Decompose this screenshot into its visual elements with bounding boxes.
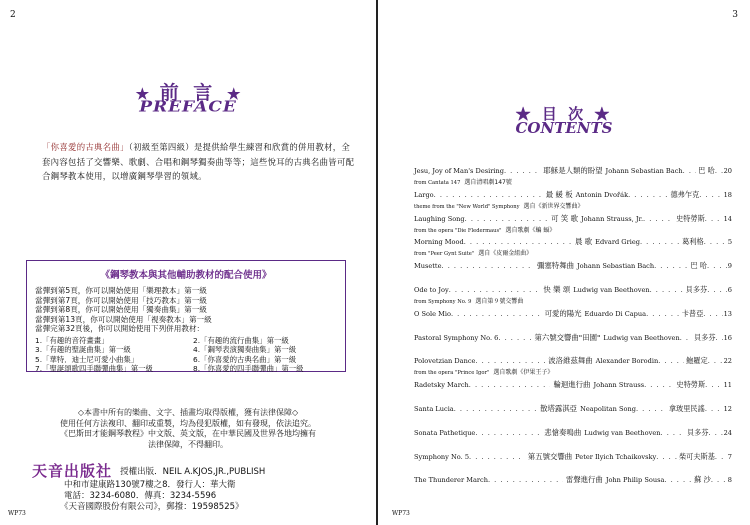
toc-page-number: 16 (723, 333, 732, 342)
toc-entry (414, 260, 732, 271)
materials-item: 6.「你喜愛的古典名曲」第一級 (193, 354, 297, 364)
toc-line (414, 332, 732, 343)
toc-entry (414, 355, 732, 376)
intro-line-1: （初級至第四級）是提供給學生練習和欣賞的併用教材，全 (128, 142, 351, 152)
toc-leader-dots (709, 429, 723, 437)
toc-page-number: 11 (723, 381, 732, 390)
toc-composer-zh: 巴 哈 (698, 166, 715, 175)
left-book-code: WP73 (8, 510, 26, 517)
toc-title-en: Largo (414, 190, 434, 199)
toc-line (414, 379, 732, 390)
toc-composer-zh: 鮑羅定 (686, 356, 708, 366)
toc-line (414, 308, 732, 319)
toc-title-zh: 可 笑 歌 (551, 213, 579, 223)
publisher-address: 中和市建康路130號7樓之8．發行人：華大衛 (64, 480, 236, 490)
toc-entry (414, 189, 732, 210)
materials-item: 7.「聖誕頌歌四手聯彈曲集」第一級 (35, 364, 153, 374)
contents-subtitle: CONTENTS (515, 119, 613, 137)
toc-composer: Johann Sebastian Bach (605, 167, 683, 175)
toc-composer-zh: 德弗乍克 (670, 189, 700, 199)
toc-source-zh: 選自清唱劇147號 (464, 179, 512, 186)
publisher-phone: 電話：3234-6080．傳真：3234-5596 (64, 491, 217, 501)
toc-title-zh: 散塔露淇亞 (540, 404, 578, 413)
toc-leader-dots (442, 262, 535, 270)
toc-entry (414, 236, 732, 257)
toc-composer: Alexander Borodin (595, 357, 659, 366)
materials-line: 當彈到第5頁，你可以開始使用「樂理教本」第一級 (35, 286, 207, 295)
toc-composer: Edvard Grieg (595, 238, 640, 247)
toc-page-number: 8 (727, 476, 732, 485)
materials-line: 當彈到第7頁，你可以開始使用「技巧教本」第一級 (35, 295, 207, 305)
toc-page-number: 6 (727, 286, 732, 294)
toc-source (414, 201, 732, 210)
toc-entry (414, 213, 732, 234)
toc-leader-dots (644, 381, 674, 389)
toc-source-zh: 選自《新世界交響曲》 (523, 202, 584, 210)
star-icon: ★ (594, 105, 613, 123)
toc-leader-dots (475, 429, 541, 437)
toc-source-zh: 選自《皮爾金組曲》 (478, 250, 533, 258)
toc-title-en: Morning Mood (414, 238, 464, 247)
toc-entry (414, 284, 732, 305)
right-page-number: 3 (732, 10, 738, 20)
toc-source-en: from the opera "Die Fledermaus" (414, 227, 502, 234)
toc-leader-dots (683, 167, 697, 175)
toc-composer: Johann Strauss (593, 381, 645, 390)
preface-title-text: 前 言 (159, 82, 217, 104)
toc-source-zh: 選自歌劇《蝙 蝠》 (505, 226, 556, 234)
toc-title-en: Sonata Pathetique (414, 428, 476, 437)
toc-title-en: O Sole Mio (414, 309, 451, 318)
toc-leader-dots (464, 238, 572, 246)
toc-leader-dots (628, 191, 668, 199)
toc-title-zh: 雷聲進行曲 (565, 475, 603, 485)
toc-title-en: Musette (414, 262, 442, 271)
toc-title-en: Ode to Joy (414, 286, 449, 294)
toc-entry (414, 332, 732, 343)
toc-leader-dots (708, 357, 723, 365)
toc-line (414, 403, 732, 414)
toc-composer: Eduardo Di Capua (584, 309, 647, 318)
materials-item: 5.「華特．迪士尼可愛小曲集」 (35, 354, 139, 364)
toc-entry (414, 451, 732, 462)
toc-leader-dots (498, 334, 531, 342)
copyright-line: 《巴斯田才能鋼琴教程》中文版、英文版，在中華民國及世界各地均擁有 (60, 429, 316, 439)
toc-leader-dots (488, 476, 563, 484)
toc-title-zh: 波洛維茲舞曲 (548, 356, 593, 366)
toc-leader-dots (658, 357, 684, 365)
toc-source (414, 177, 732, 186)
toc-title-zh: 可愛的陽光 (544, 308, 582, 318)
toc-title-zh: 悲愴奏鳴曲 (544, 427, 582, 437)
toc-composer: Ludwig van Beethoven (603, 333, 680, 342)
toc-leader-dots (699, 191, 722, 199)
publisher-logo: 天音出版社 (32, 462, 113, 480)
toc-composer: Johann Strauss, Jr. (581, 214, 644, 223)
toc-page-number: 7 (727, 452, 732, 461)
toc-leader-dots (715, 453, 727, 461)
toc-source-zh: 選自第９號交響曲 (475, 298, 524, 305)
toc-page-number: 20 (723, 167, 732, 175)
toc-source-en: theme from the "New World" Symphony (414, 203, 520, 210)
toc-line (414, 284, 732, 295)
star-icon: ★ (135, 85, 150, 103)
toc-leader-dots (705, 381, 722, 389)
toc-leader-dots (705, 405, 723, 413)
toc-composer-zh: 貝多芬 (693, 332, 716, 342)
publisher-license: 授權出版．NEIL A.KJOS,JR.,PUBLISH (120, 466, 266, 477)
toc-composer-zh: 史特勞斯 (676, 380, 706, 390)
copyright-line: 使用任何方法複印、翻印或重製，均為侵犯版權，如有發現，依法追究。 (60, 418, 316, 428)
right-book-code: WP73 (392, 510, 410, 517)
toc-title-en: Jesu, Joy of Man's Desiring (414, 167, 504, 175)
toc-leader-dots (646, 310, 680, 318)
toc-composer-zh: 貝多芬 (685, 285, 708, 294)
materials-item: 3.「有趣的聖誕曲集」第一級 (35, 345, 131, 355)
toc-line (414, 260, 732, 271)
toc-source-en: from Symphony No. 9 (414, 299, 472, 305)
toc-composer: Antonin Dvořák (575, 190, 629, 199)
materials-item: 4.「鋼琴表演獨奏曲集」第一級 (193, 345, 297, 355)
toc-entry (414, 379, 732, 390)
materials-item: 1.「有趣的音符畫畫」 (35, 335, 109, 345)
toc-composer-zh: 貝多芬 (686, 427, 709, 437)
toc-composer: Peter Ilyich Tchaikovsky (575, 452, 657, 461)
toc-composer-zh: 柴可夫斯基 (678, 451, 715, 461)
toc-composer-zh: 巴 哈 (690, 261, 708, 271)
toc-line (414, 189, 732, 200)
toc-composer: Ludwig van Beethoven (573, 286, 650, 294)
toc-source (414, 225, 732, 234)
toc-leader-dots (451, 310, 542, 318)
toc-title-zh: 第五號交響曲 (527, 451, 573, 461)
materials-list (35, 336, 337, 374)
toc-composer-zh: 蘇 沙 (694, 475, 711, 485)
toc-line (414, 451, 732, 462)
toc-leader-dots (475, 357, 545, 365)
toc-line (414, 427, 732, 438)
toc-title-zh: 耶穌是人類的盼望 (543, 166, 603, 175)
toc-leader-dots (636, 405, 667, 413)
star-icon: ★ (226, 85, 241, 103)
toc-leader-dots (654, 262, 688, 270)
toc-source-en: from the opera "Prince Igor" (414, 370, 490, 377)
intro-line-2: 套內容包括了交響樂、歌劇、合唱和鋼琴獨奏曲等等；這些悅耳的古典名曲皆可配 (42, 156, 355, 167)
toc-source (414, 248, 732, 257)
copyright-line: ◇本書中所有的樂曲、文字、插畫均取得版權，獲有法律保障◇ (77, 408, 299, 417)
toc-line (414, 355, 732, 366)
publisher-company: 《天音國際股份有限公司》，郵撥：19598525》 (60, 502, 244, 512)
toc-leader-dots (707, 286, 727, 294)
toc-composer: Johann Sebastian Bach (576, 262, 655, 271)
materials-line: 當彈完第32頁後，你可以開始使用下列併用教材： (35, 324, 205, 334)
toc-composer-zh: 拿玻里民謠 (668, 404, 705, 413)
toc-title-zh: 晨 歌 (575, 237, 593, 247)
toc-source-en: from "Peer Gynt Suite" (414, 251, 475, 258)
toc-leader-dots (449, 286, 541, 294)
toc-leader-dots (643, 215, 674, 223)
toc-leader-dots (705, 215, 723, 223)
left-page-number: 2 (10, 10, 16, 20)
toc-leader-dots (650, 286, 684, 294)
toc-leader-dots (664, 476, 692, 484)
toc-page-number: 24 (723, 428, 732, 437)
toc-leader-dots (469, 453, 525, 461)
toc-entry (414, 427, 732, 438)
toc-entry (414, 308, 732, 319)
materials-item: 2.「有趣的流行曲集」第一級 (193, 335, 289, 345)
toc-page-number: 22 (723, 357, 732, 366)
toc-title-en: Symphony No. 5 (414, 452, 470, 461)
toc-title-zh: 最 緩 板 (545, 189, 573, 199)
toc-title-en: The Thunderer March (414, 476, 488, 485)
preface-intro (42, 140, 358, 184)
toc-composer: Ludwig van Beethoven (584, 428, 661, 437)
toc-composer-zh: 卡普亞 (681, 308, 704, 318)
materials-title: 《鋼琴教本與其他輔助教材的配合使用》 (100, 270, 272, 281)
toc-title-en: Santa Lucia (414, 405, 454, 413)
toc-leader-dots (716, 334, 723, 342)
intro-line-3: 合鋼琴教本使用，以增廣鋼琴學習的領域。 (42, 171, 207, 182)
toc-source-zh: 選自歌劇《伊果王子》 (493, 369, 554, 377)
toc-leader-dots (707, 262, 727, 270)
toc-title-en: Laughing Song (414, 214, 465, 223)
materials-line: 當彈到第13頁，你可以開始使用「視奏教本」第一級 (35, 314, 212, 324)
toc-composer: John Philip Sousa (605, 476, 665, 485)
toc-leader-dots (715, 167, 723, 175)
toc-line (414, 165, 732, 176)
toc-entry (414, 403, 732, 414)
toc-leader-dots (469, 381, 551, 389)
toc-leader-dots (640, 238, 680, 246)
materials-item: 8.「你喜愛的四手聯彈曲」第一級 (193, 364, 304, 374)
toc-composer-zh: 葛利格 (682, 237, 704, 247)
toc-page-number: 13 (723, 309, 732, 318)
toc-page-number: 18 (723, 190, 732, 199)
toc-title-zh: 彌塞特舞曲 (537, 261, 574, 271)
toc-leader-dots (465, 215, 549, 223)
toc-leader-dots (703, 310, 722, 318)
toc-page-number: 9 (727, 262, 732, 271)
toc-title-en: Pastoral Symphony No. 6 (414, 333, 499, 342)
materials-line: 當彈到第8頁，你可以開始使用「獨奏曲集」第一級 (35, 305, 207, 315)
right-page (378, 0, 750, 525)
toc-leader-dots (680, 334, 692, 342)
toc-title-en: Radetsky March (414, 381, 469, 390)
toc-title-en: Polovetzian Dance (414, 357, 476, 366)
toc-source-en: from Cantata 147 (414, 180, 461, 186)
toc-entry (414, 165, 732, 186)
toc-leader-dots (711, 476, 727, 484)
toc-leader-dots (504, 167, 540, 175)
toc-page-number: 5 (727, 238, 733, 247)
toc-leader-dots (656, 453, 677, 461)
toc-line (414, 213, 732, 224)
toc-leader-dots (454, 405, 537, 413)
toc-leader-dots (661, 429, 685, 437)
contents-title-text: 目 次 (541, 105, 587, 123)
toc-page-number: 14 (723, 214, 732, 223)
toc-source (414, 296, 732, 305)
toc-composer-zh: 史特勞斯 (676, 213, 705, 223)
toc-page-number: 12 (723, 405, 732, 413)
star-icon: ★ (515, 105, 534, 123)
toc-line (414, 474, 732, 485)
toc-leader-dots (704, 238, 727, 246)
preface-subtitle: PREFACE (139, 98, 237, 116)
toc-title-zh: 輪迴進行曲 (553, 380, 591, 390)
materials-box (26, 260, 346, 372)
toc-composer: Neapolitan Song (580, 405, 636, 413)
toc-source (414, 367, 732, 376)
copyright-line: 法律保障，不得翻印。 (148, 439, 228, 449)
toc-leader-dots (434, 191, 543, 199)
toc-line (414, 236, 732, 247)
toc-entry (414, 474, 732, 485)
copyright-notice (28, 408, 348, 450)
intro-book-title: 「你喜愛的古典名曲」 (42, 142, 129, 152)
toc-title-zh: 快 樂 頌 (543, 285, 571, 294)
toc-title-zh: 第六號交響曲"田園" (534, 332, 601, 342)
